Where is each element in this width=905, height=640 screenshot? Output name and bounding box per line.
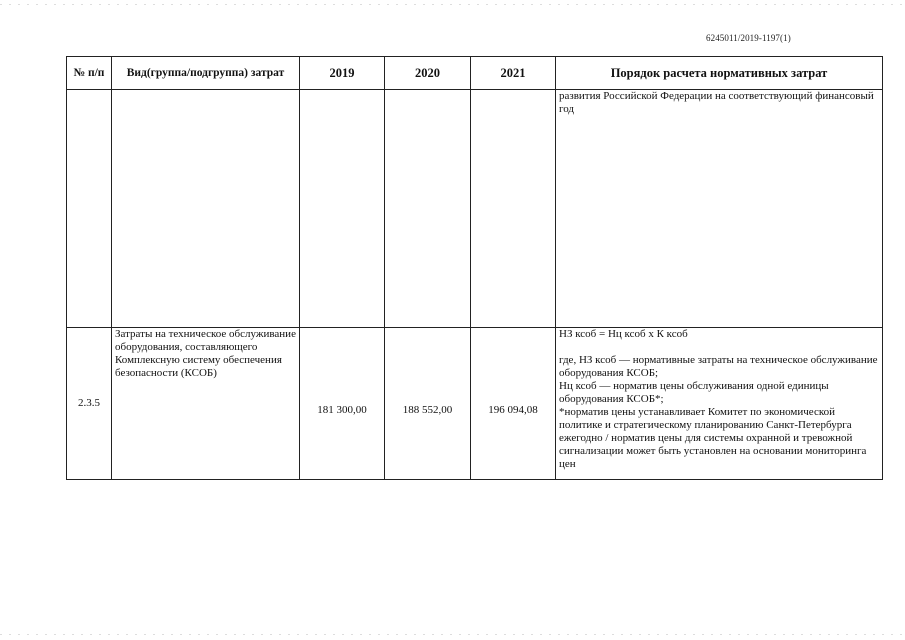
cont-number-cell <box>67 90 112 328</box>
method-formula: НЗ ксоб = Нц ксоб х К ксоб <box>559 328 688 340</box>
document-reg-number: 6245011/2019-1197(1) <box>706 33 791 43</box>
cont-2021-cell <box>471 90 556 328</box>
header-2021: 2021 <box>471 57 556 90</box>
row-value-2020 <box>385 328 471 480</box>
cost-table <box>66 56 883 480</box>
table-row <box>67 328 883 480</box>
scan-edge-top <box>0 4 905 5</box>
table-row-continuation <box>67 90 883 328</box>
scan-edge-bottom <box>0 634 905 635</box>
header-number: № п/п <box>67 57 112 90</box>
row-number: 2.3.5 <box>67 328 112 480</box>
header-cost-type: Вид(группа/подгруппа) затрат <box>112 57 300 90</box>
row-cost-type: Затраты на техническое обслуживание оборудования, составляющего Комплексную систему обеспечения безопасности (КСОБ) <box>112 328 300 480</box>
value-2021-text: 196 094,08 <box>488 404 538 416</box>
cont-2019-cell <box>300 90 385 328</box>
cont-type-cell <box>112 90 300 328</box>
header-2019: 2019 <box>300 57 385 90</box>
method-note: *норматив цены устанавливает Комитет по экономической политике и стратегическому планированию Санкт-Петербурга ежегодно / норматив цены для системы охранной и тревожной сигнализации может быть установлен на основании мониторинга цен <box>559 406 867 470</box>
value-2020-text: 188 552,00 <box>402 404 453 416</box>
method-definition-2: Нц ксоб — норматив цены обслуживания одной единицы оборудования КСОБ*; <box>559 380 829 405</box>
row-value-2019 <box>300 328 385 480</box>
header-calculation-method: Порядок расчета нормативных затрат <box>556 57 883 90</box>
row-calculation-method <box>556 328 883 480</box>
method-definition-1: где, НЗ ксоб — нормативные затраты на техническое обслуживание оборудования КСОБ; <box>559 354 878 379</box>
row-value-2021 <box>471 328 556 480</box>
cont-2020-cell <box>385 90 471 328</box>
cont-method-cell: развития Российской Федерации на соответствующий финансовый год <box>556 90 883 328</box>
value-2019-text: 181 300,00 <box>317 404 367 416</box>
table-header-row <box>67 57 883 90</box>
header-2020: 2020 <box>385 57 471 90</box>
